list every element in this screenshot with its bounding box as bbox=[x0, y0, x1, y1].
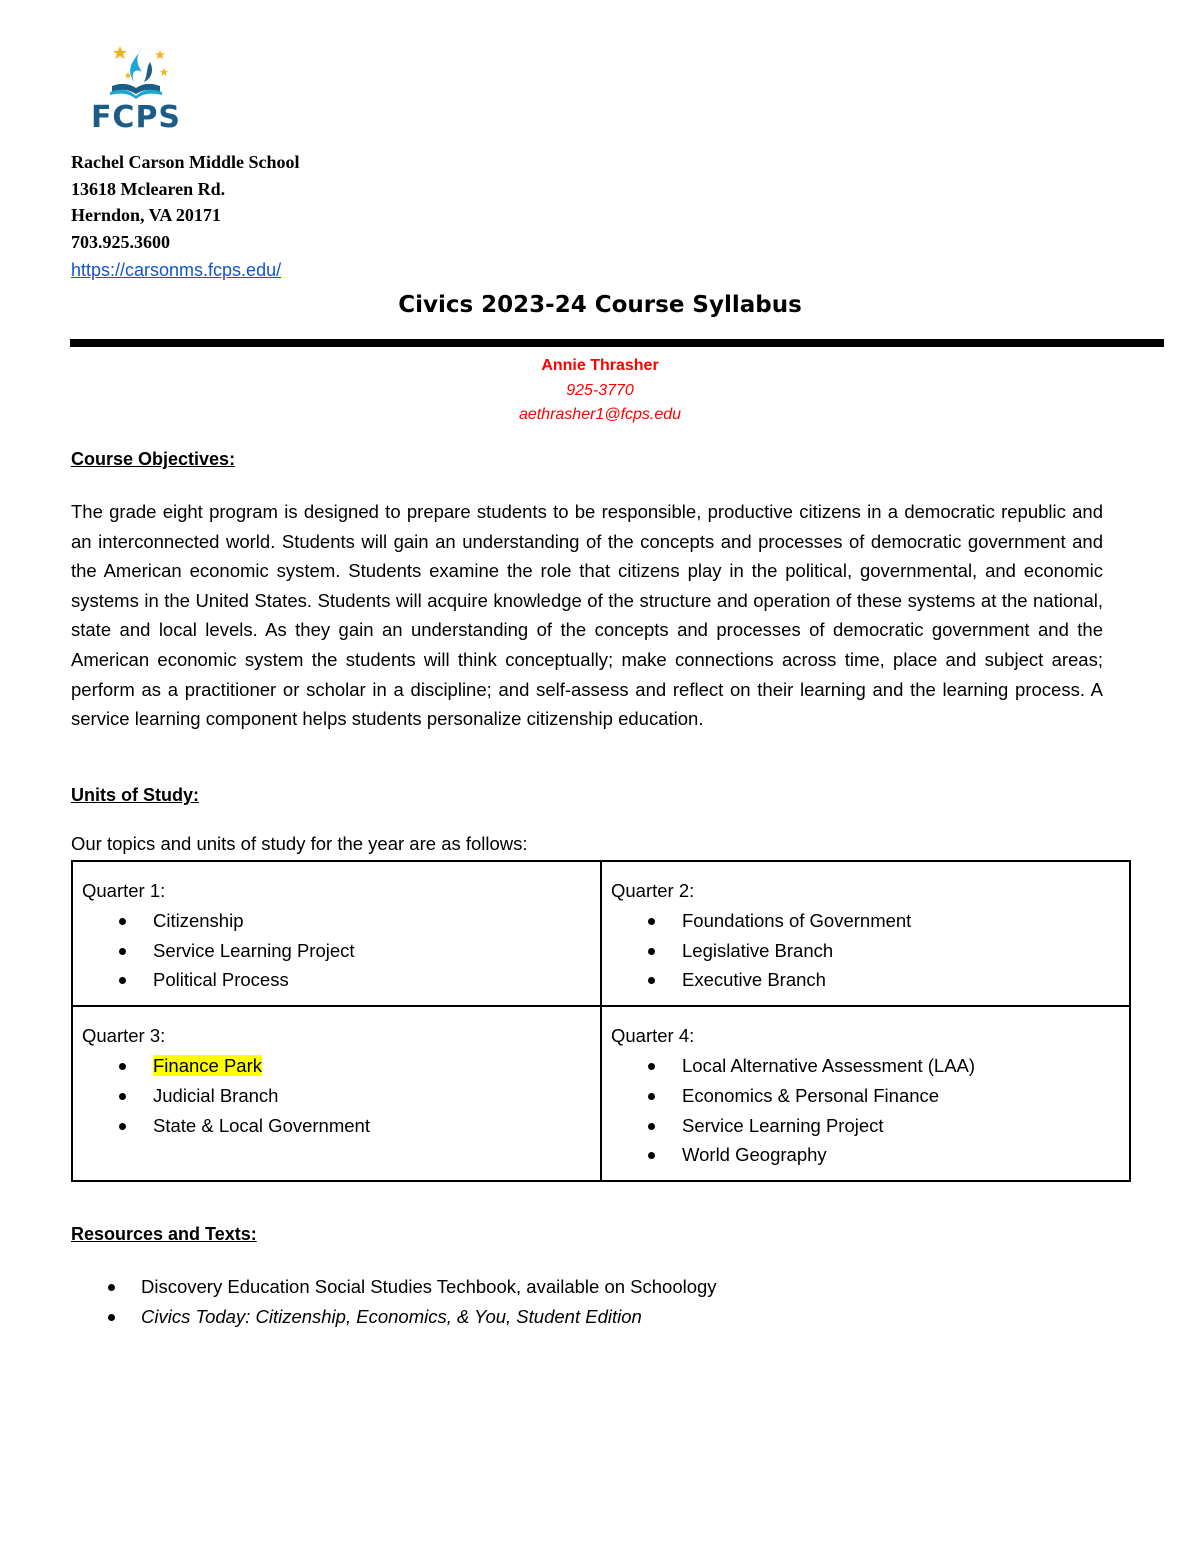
quarter-cell bbox=[601, 1006, 1130, 1181]
school-phone: 703.925.3600 bbox=[71, 231, 170, 252]
street-address: 13618 Mclearen Rd. bbox=[71, 178, 226, 199]
list-item: Political Process bbox=[153, 965, 591, 995]
fcps-logo bbox=[90, 42, 182, 138]
teacher-name: Annie Thrasher bbox=[541, 357, 659, 374]
school-website-link[interactable]: https://carsonms.fcps.edu/ bbox=[71, 260, 282, 280]
quarter-label: Quarter 3: bbox=[82, 1025, 166, 1047]
list-item: Civics Today: Citizenship, Economics, & You, Student Edition bbox=[141, 1302, 717, 1332]
school-address bbox=[71, 149, 300, 255]
quarter-cell bbox=[601, 861, 1130, 1006]
list-item: Local Alternative Assessment (LAA) bbox=[682, 1051, 1120, 1081]
course-objectives-text: The grade eight program is designed to prepare students to be responsible, productive citizens in a democratic republic and an interconnected world. Students will gain an understanding of the concepts and processes of democratic government and the American economic system. Students examine the role that citizens play in the political, governmental, and economic systems in the United States. Students will acquire knowledge of the structure and operation of these systems at the national, state and local levels. As they gain an understanding of the concepts and processes of democratic government and the American economic system the students will think conceptually; make connections across time, place and subject areas; perform as a practitioner or scholar in a discipline; and self-assess and reflect on their learning and the learning process. A service learning component helps students personalize citizenship education. bbox=[71, 501, 1103, 730]
highlighted-text: Finance Park bbox=[153, 1054, 262, 1076]
list-item: Citizenship bbox=[153, 906, 591, 936]
units-heading: Units of Study: bbox=[71, 785, 199, 805]
quarter-label: Quarter 4: bbox=[611, 1025, 695, 1047]
page-title: Civics 2023-24 Course Syllabus bbox=[398, 292, 802, 318]
course-objectives-heading: Course Objectives: bbox=[71, 449, 236, 469]
quarter-cell bbox=[72, 1006, 601, 1181]
book-torch-icon bbox=[90, 42, 182, 102]
quarter-label: Quarter 1: bbox=[82, 880, 166, 901]
list-item: Economics & Personal Finance bbox=[682, 1081, 1120, 1111]
list-item: Legislative Branch bbox=[682, 936, 1120, 966]
list-item: Foundations of Government bbox=[682, 906, 1120, 936]
list-item: World Geography bbox=[682, 1140, 1120, 1170]
teacher-contact bbox=[0, 354, 1200, 428]
teacher-email: aethrasher1@fcps.edu bbox=[518, 406, 682, 423]
resources-list bbox=[71, 1272, 717, 1332]
list-item: Executive Branch bbox=[682, 965, 1120, 995]
quarter-label: Quarter 2: bbox=[611, 880, 695, 901]
list-item: Service Learning Project bbox=[153, 936, 591, 966]
list-item bbox=[153, 1051, 591, 1081]
list-item: State & Local Government bbox=[153, 1111, 591, 1141]
title-divider bbox=[70, 339, 1164, 347]
city-state-zip: Herndon, VA 20171 bbox=[71, 205, 221, 225]
units-table bbox=[71, 860, 1131, 1182]
quarter-cell bbox=[72, 861, 601, 1006]
resources-heading: Resources and Texts: bbox=[71, 1224, 257, 1244]
list-item: Service Learning Project bbox=[682, 1111, 1120, 1141]
school-name: Rachel Carson Middle School bbox=[71, 152, 300, 172]
logo-text: FCPS bbox=[90, 100, 182, 135]
units-intro: Our topics and units of study for the year are as follows: bbox=[71, 833, 528, 854]
teacher-phone: 925-3770 bbox=[566, 381, 634, 399]
list-item: Judicial Branch bbox=[153, 1081, 591, 1111]
list-item: Discovery Education Social Studies Techbook, available on Schoology bbox=[141, 1272, 717, 1302]
